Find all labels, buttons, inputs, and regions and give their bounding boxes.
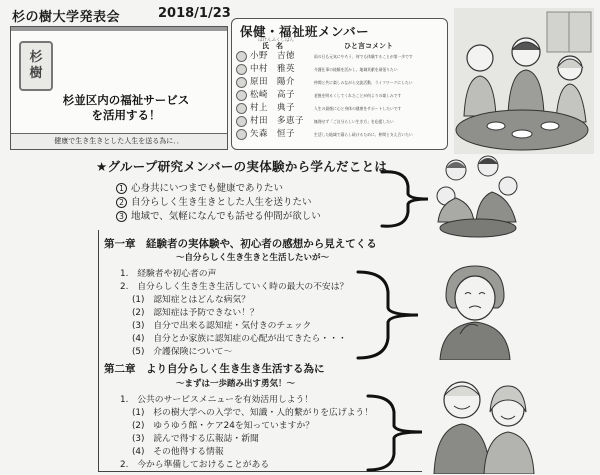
learning-number: 2 xyxy=(116,197,127,208)
member-face-icon xyxy=(236,90,247,101)
member-face-icon xyxy=(236,129,247,140)
logo-char-1: 杉 xyxy=(29,50,43,65)
learning-text: 心身共にいつまでも健康でありたい xyxy=(131,183,284,194)
chapter-2-item: (4) その他得する情報 xyxy=(132,447,224,457)
logo-emblem-icon xyxy=(19,41,53,91)
member-name: 原田 陽介 xyxy=(250,77,296,87)
member-name: 矢森 恒子 xyxy=(250,129,296,139)
learning-text: 地域で、気軽になんでも話せる仲間が欲しい xyxy=(131,211,321,222)
chapter-1-subtitle: ～自分らしく生き生きと生活したいが～ xyxy=(176,253,330,263)
chapter-1-item: (2) 認知症は予防できない！？ xyxy=(132,308,259,318)
title-slide xyxy=(10,26,228,150)
member-comment: 老後を明るくしてくれたことが何よりの楽しみです xyxy=(314,93,402,98)
chapter-2-item: 2. 今から準備しておけることがある xyxy=(120,460,270,470)
slide-subtitle: 健康で生き生きとした人生を送る為に．． xyxy=(11,133,227,149)
chapter-2-subtitle: ～まずは一歩踏み出す勇気！～ xyxy=(176,379,296,389)
member-comment: 無理せず「ご自分らしい生き方」を応援したい xyxy=(314,119,394,124)
member-comment: 雨の日も元気にやろう、何でも体験することが第一歩です xyxy=(314,54,413,59)
member-row xyxy=(236,115,446,128)
logo-char-2: 樹 xyxy=(29,66,43,81)
member-face-icon xyxy=(236,116,247,127)
member-name: 村田 多恵子 xyxy=(250,116,305,126)
members-title: 保健・福祉班メンバー xyxy=(240,24,370,39)
brace-connector xyxy=(356,268,426,362)
slide-title-line-1: 杉並区内の福祉サービス xyxy=(62,93,190,107)
member-row xyxy=(236,63,446,76)
chapter-1-item: (4) 自分とか家族に認知症の心配が出てきたら・・・ xyxy=(132,334,347,344)
learning-text: 自分らしく生き生きとした人生を送りたい xyxy=(131,197,312,208)
learning-item xyxy=(116,182,283,195)
column-header-name: 氏 名 xyxy=(262,42,283,50)
member-face-icon xyxy=(236,103,247,114)
chapter-1-item: 2. 自分らしく生き生き生活していく時の最大の不安は？ xyxy=(120,282,349,292)
chapter-2-item: (1) 杉の樹大学への入学で、知識・人的繋がりを広げよう！ xyxy=(132,408,374,418)
slide-top-band xyxy=(11,27,227,31)
members-panel xyxy=(231,18,448,150)
chapter-1-item: (1) 認知症とはどんな病気？ xyxy=(132,295,251,305)
learning-item xyxy=(116,196,312,209)
happy-couple-illustration-icon xyxy=(428,370,540,474)
group-chat-illustration-icon xyxy=(432,152,526,238)
slide-title-line-2: を活用する！ xyxy=(91,108,161,122)
presentation-date: 2018/1/23 xyxy=(158,6,231,21)
member-face-icon xyxy=(236,64,247,75)
member-name: 小野 吉徳 xyxy=(250,51,296,61)
member-comment: 仲間と共に楽しみながら交流活動、ライフワークにしたい xyxy=(314,80,413,85)
members-ruby: ほけんふくしはん xyxy=(258,38,294,43)
family-meal-illustration-icon xyxy=(452,6,596,156)
learning-item xyxy=(116,210,321,223)
brace-connector xyxy=(366,392,428,474)
chapter-2-item: (3) 読んで得する広報誌・新聞 xyxy=(132,434,259,444)
chapter-1-item: (5) 介護保険について～ xyxy=(132,347,233,357)
slide-title xyxy=(31,93,221,123)
member-comment: 生活した地域で暮らし続けるために、仲間と支え合いたい xyxy=(314,132,413,137)
member-name: 松崎 高子 xyxy=(250,90,296,100)
member-face-icon xyxy=(236,51,247,62)
chapter-2-item: 1. 公共のサービスメニューを有効活用しよう！ xyxy=(120,395,314,405)
chapter-1-item: (3) 自分で出来る認知症・気付きのチェック xyxy=(132,321,312,331)
chapter-1-title: 第一章 経験者の実体験や、初心者の感想から見えてくる xyxy=(104,238,377,250)
member-row xyxy=(236,128,446,141)
chapter-1-item: 1. 経験者や初心者の声 xyxy=(120,269,217,279)
member-face-icon xyxy=(236,77,247,88)
member-row xyxy=(236,89,446,102)
section-headline: ★グループ研究メンバーの実体験から学んだことは xyxy=(96,159,388,174)
brace-connector xyxy=(380,166,436,232)
member-row xyxy=(236,76,446,89)
column-header-comment: ひと言コメント xyxy=(344,42,393,50)
member-comment: 人生の最後に心と身体の健康をサポートしたいです xyxy=(314,106,402,111)
member-comment: 介護仕事の経験を活かし、地域貢献を頑張りたい xyxy=(314,67,398,72)
member-row xyxy=(236,50,446,63)
chapter-2-item: (2) ゆうゆう館・ケア24を知っていますか？ xyxy=(132,421,314,431)
member-name: 中村 雅英 xyxy=(250,64,296,74)
chapter-2-title: 第二章 より自分らしく生き生き生活する為に xyxy=(104,363,325,375)
presentation-title: 杉の樹大学発表会 xyxy=(12,10,121,25)
learning-number: 3 xyxy=(116,211,127,222)
member-name: 村上 典子 xyxy=(250,103,296,113)
learning-number: 1 xyxy=(116,183,127,194)
worried-person-illustration-icon xyxy=(432,260,518,360)
member-row xyxy=(236,102,446,115)
